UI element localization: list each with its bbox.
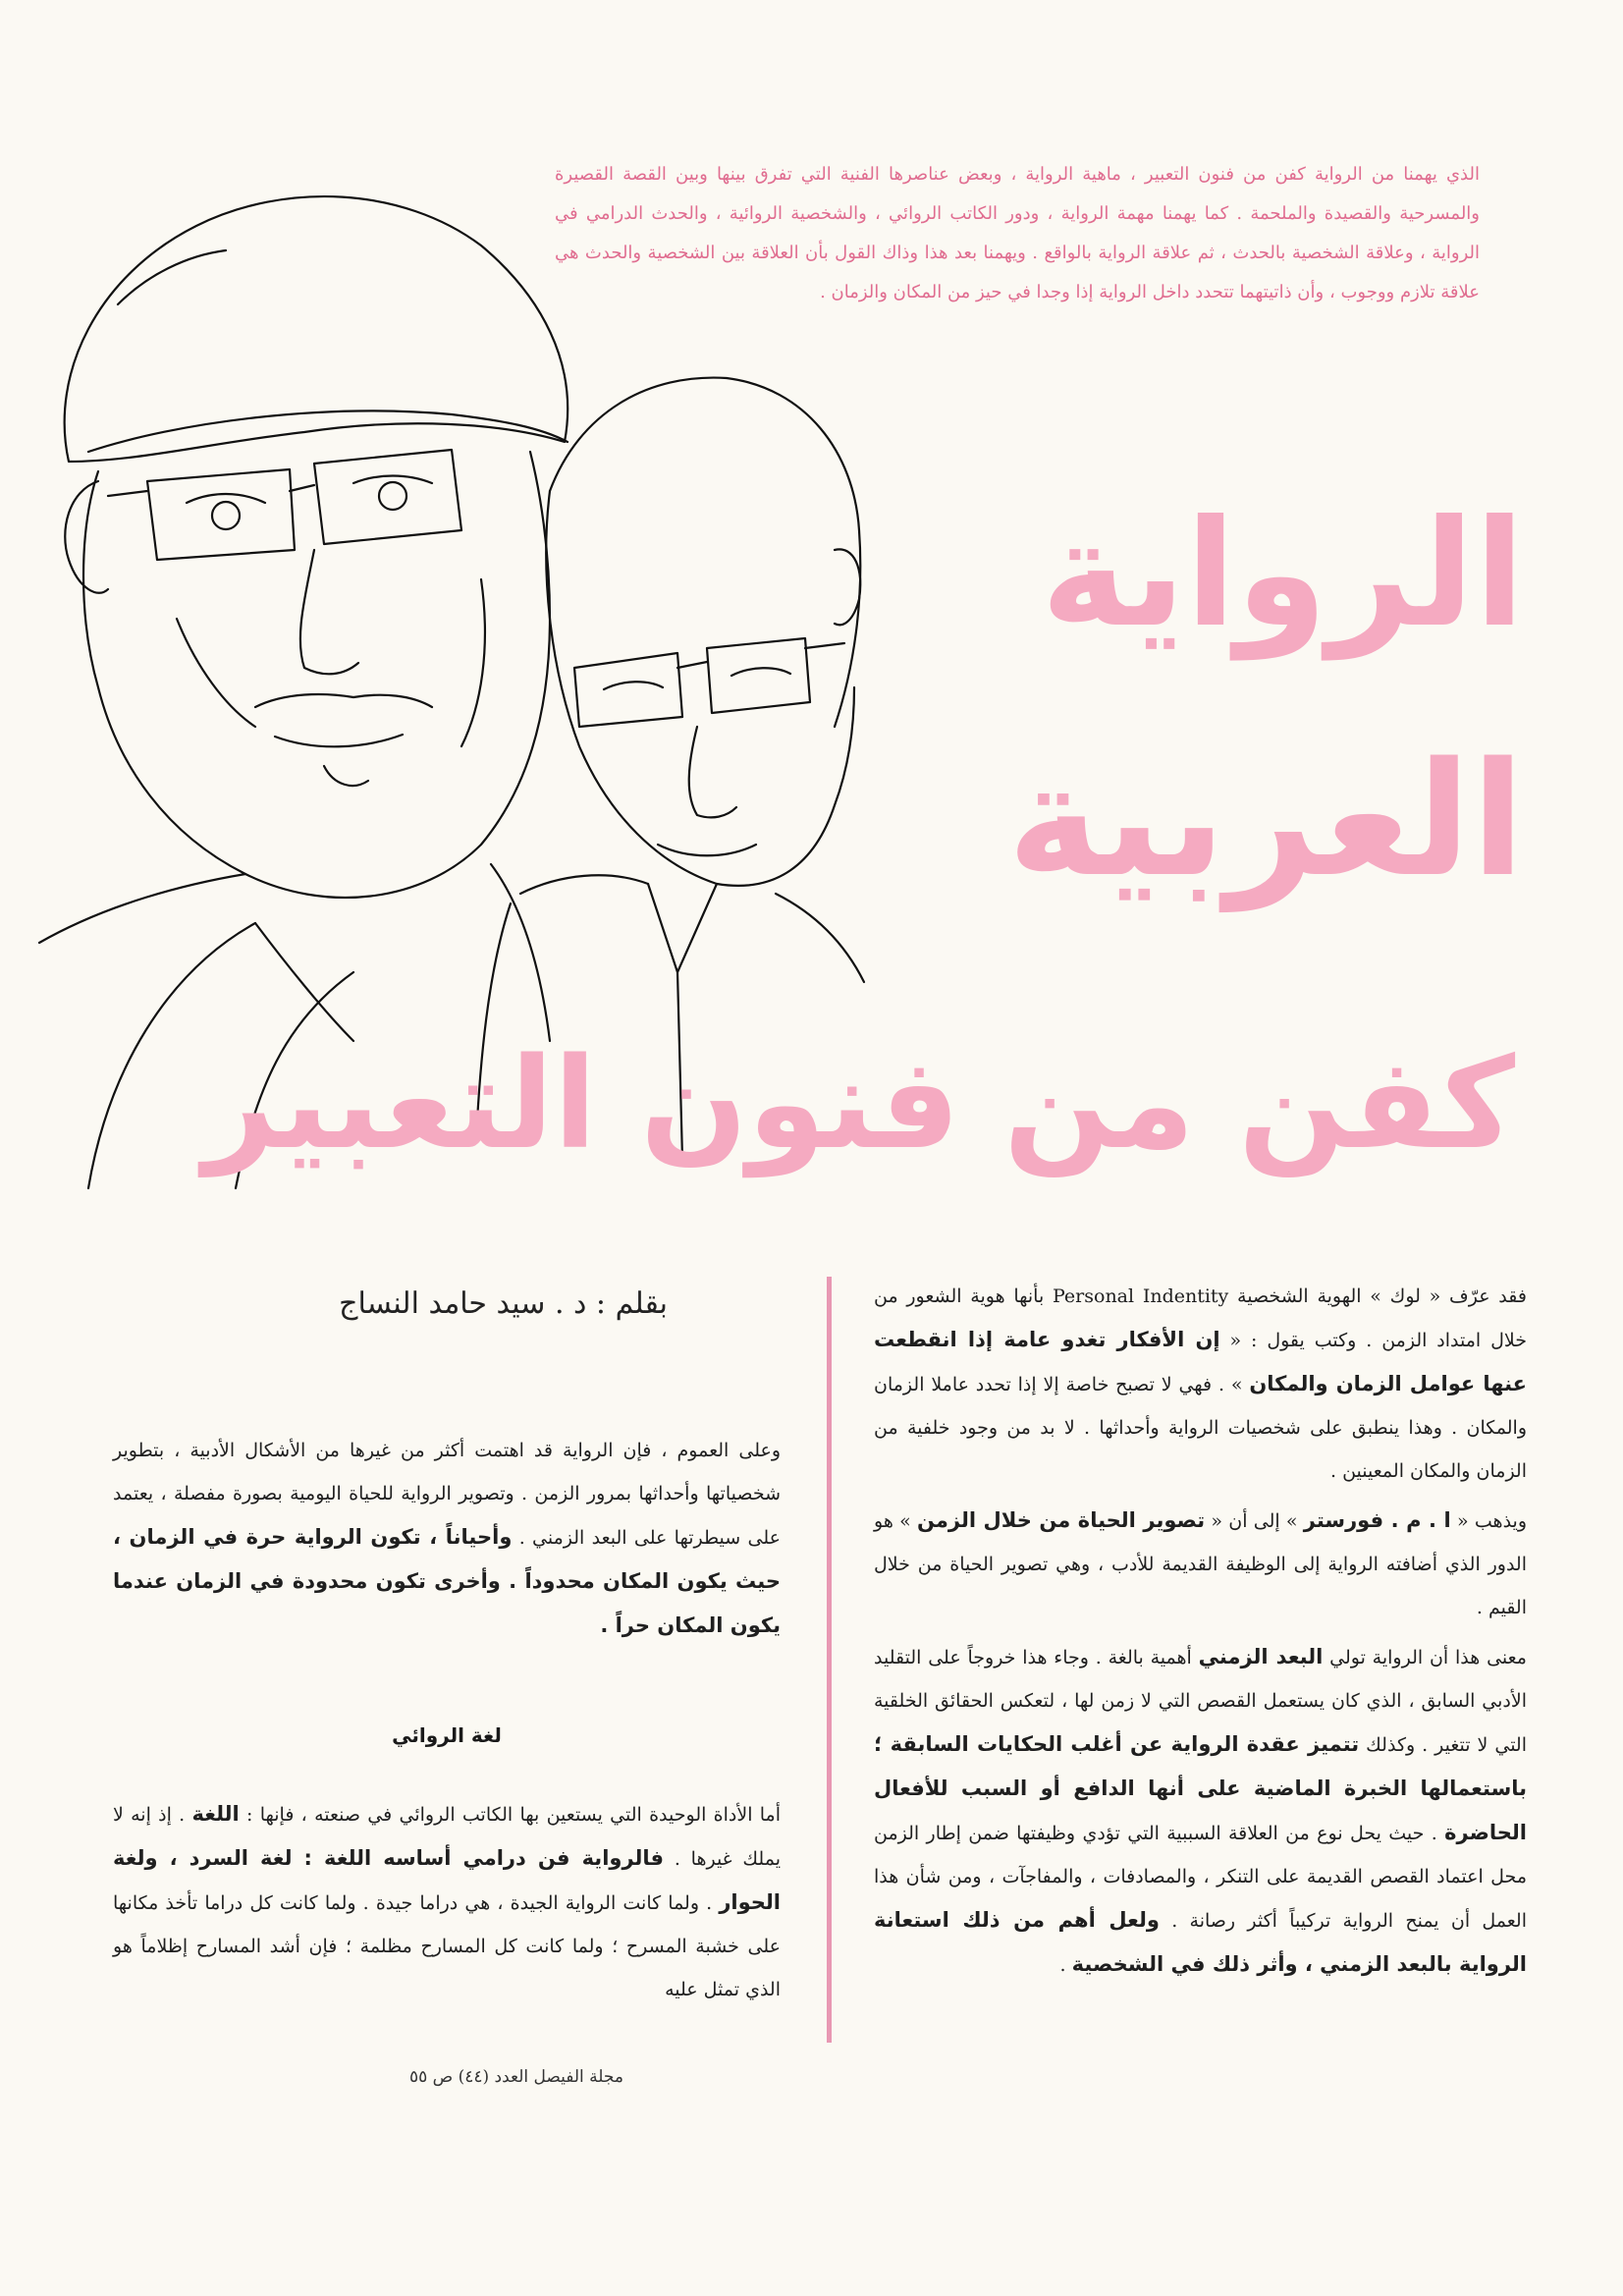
paragraph: [113, 1792, 781, 2011]
bold-text: تصوير الحياة من خلال الزمن: [916, 1508, 1206, 1532]
bold-text: ولعل أهم من ذلك استعانة الرواية بالبعد الزمني ، وأثر ذلك في الشخصية: [874, 1908, 1527, 1976]
text: . حيث يحل نوع من العلاقة السببية التي تؤدي وظيفتها ضمن إطار الزمن محل اعتماد القصص القديمة على التنكر ، والمصادفات ، والمفاجآت ، ومن شأن هذا العمل أن يمنح الرواية تركيباً أكثر رصانة .: [874, 1823, 1528, 1932]
paragraph: [874, 1635, 1527, 1987]
title-line-2: العربية: [1006, 728, 1525, 911]
text: معنى هذا أن الرواية تولي: [1329, 1647, 1527, 1668]
paragraph: [874, 1275, 1527, 1493]
text: أما الأداة الوحيدة التي يستعين بها الكاتب الروائي في صنعته ، فإنها :: [246, 1804, 781, 1826]
title-line-3: كفن من فنون التعبير: [203, 1031, 1515, 1177]
bold-text: اللغة: [191, 1802, 240, 1826]
title-line-1: الرواية: [1041, 489, 1525, 660]
left-column-continued: [113, 1792, 781, 2017]
bold-text: تتميز عقدة الرواية عن أغلب الحكايات السابقة ؛ باستعمالها الخبرة الماضية على أنها الدافع أو السبب للأفعال الحاضرة: [874, 1732, 1527, 1844]
author-byline: بقلم : د . سيد حامد النساج: [339, 1286, 668, 1321]
left-column: [113, 1429, 781, 1654]
bold-text: فالرواية فن درامي أساسه اللغة : لغة السرد ، ولغة الحوار: [113, 1846, 781, 1914]
text: ويذهب «: [1457, 1510, 1528, 1532]
text: » إلى أن «: [1211, 1510, 1298, 1532]
text: فقد عرّف « لوك » الهوية الشخصية Personal Indentity بأنها هوية الشعور من خلال امتداد الزمن . وكتب يقول : «: [874, 1285, 1527, 1351]
text: . إذ إنه لا يملك غيرها .: [113, 1804, 781, 1870]
bold-text: البعد الزمني: [1198, 1645, 1324, 1668]
text: .: [1059, 1954, 1066, 1976]
section-heading: لغة الروائي: [392, 1723, 502, 1747]
text: » هو الدور الذي أضافته الرواية إلى الوظيفة القديمة للأدب ، وهي تصوير الحياة من خلال القيم .: [874, 1510, 1527, 1618]
paragraph: [874, 1499, 1527, 1629]
bold-text: وأحياناً ، تكون الرواية حرة في الزمان ، حيث يكون المكان محدوداً . وأخرى تكون محدودة في الزمان عندما يكون المكان حراً .: [113, 1525, 781, 1637]
text: . ولما كانت الرواية الجيدة ، هي دراما جيدة . ولما كانت كل دراما تأخذ مكانها على خشبة المسرح ؛ ولما كانت كل المسارح مظلمة ؛ فإن أشد المسارح إظلاماً هو الذي تمثل عليه: [113, 1892, 781, 2000]
text: » . فهي لا تصبح خاصة إلا إذا تحدد عاملا الزمان والمكان . وهذا ينطبق على شخصيات الرواية وأحداثها . لا بد من وجود خلفية من الزمان والمكان المعينين .: [874, 1374, 1527, 1482]
bold-text: إن الأفكار تغدو عامة إذا انقطعت عنها عوامل الزمان والمكان: [874, 1328, 1528, 1395]
paragraph: [113, 1429, 781, 1648]
bold-text: ا . م . فورستر: [1303, 1508, 1451, 1532]
text: وعلى العموم ، فإن الرواية قد اهتمت أكثر من غيرها من الأشكال الأدبية ، بتطوير شخصياتها وأحداثها بمرور الزمن . وتصوير الرواية للحياة اليومية بصورة مفصلة ، يعتمد على سيطرتها على البعد الزمني .: [113, 1440, 781, 1549]
text: أهمية بالغة . وجاء هذا خروجاً على التقليد الأدبي السابق ، الذي كان يستعمل القصص التي لا زمن لها ، لتعكس الحقائق الخلقية التي لا تتغير . وكذلك: [874, 1647, 1527, 1756]
column-divider: [827, 1277, 832, 2043]
intro-paragraph: الذي يهمنا من الرواية كفن من فنون التعبير ، ماهية الرواية ، وبعض عناصرها الفنية التي تفرق بينها وبين القصة القصيرة والمسرحية والقصيدة والملحمة . كما يهمنا مهمة الرواية ، ودور الكاتب الروائي ، والشخصية الروائية ، والحدث الدرامي في الرواية ، وعلاقة الشخصية بالحدث ، ثم علاقة الرواية بالواقع . ويهمنا بعد هذا وذاك القول بأن العلاقة بين الشخصية والحدث هي علاقة تلازم ووجوب ، وأن ذاتيتهما تتحدد داخل الرواية إذا وجدا في حيز من المكان والزمان .: [555, 164, 1480, 302]
right-column: [874, 1275, 1527, 1993]
page-footer: مجلة الفيصل العدد (٤٤) ص ٥٥: [408, 2067, 623, 2087]
